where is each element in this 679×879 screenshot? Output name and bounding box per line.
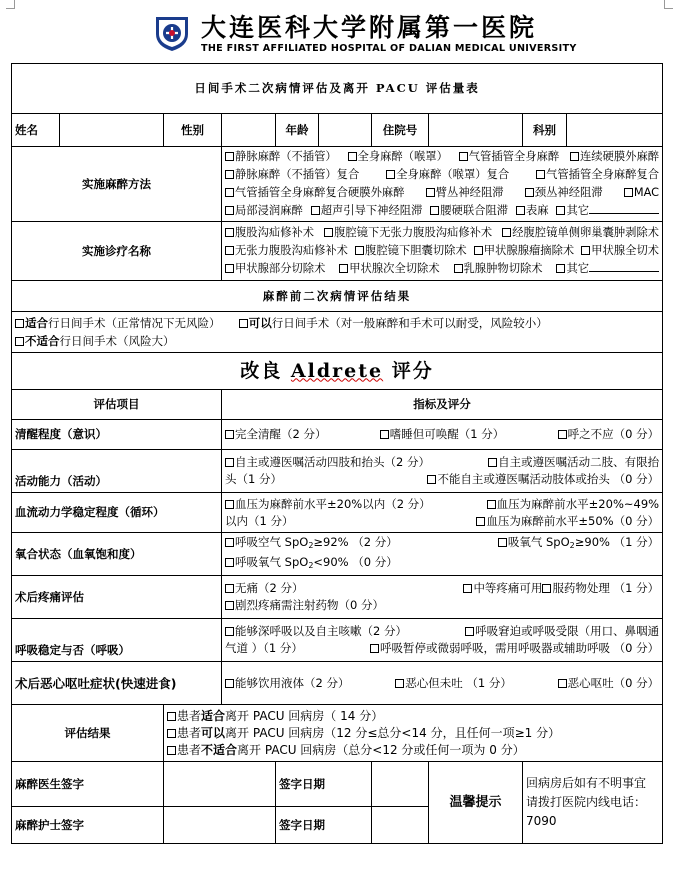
doctor-date-label: 签字日期 — [276, 762, 372, 807]
option-subtotal-thyroidectomy[interactable]: 甲状腺次全切除术 — [339, 260, 439, 278]
checkbox[interactable] — [454, 264, 463, 273]
checkbox[interactable] — [15, 337, 24, 346]
row-options-consciousness — [222, 420, 663, 450]
option-brachial-block[interactable]: 臂丛神经阻滞 — [426, 184, 504, 202]
department-label: 科别 — [523, 114, 567, 147]
option-iv-anesthesia[interactable]: 静脉麻醉（不插管） — [225, 148, 337, 166]
row-options-oxygenation — [222, 533, 663, 576]
score-option[interactable]: 血压为麻醉前水平±50%（0 分） — [476, 513, 659, 530]
option-lma-general[interactable]: 全身麻醉（喉罩） — [348, 148, 448, 166]
checkbox[interactable] — [225, 170, 234, 179]
option-tension-free-hernia[interactable]: 无张力腹股沟疝修补术 — [225, 242, 348, 260]
score-option-continued: 头（1 分） — [225, 472, 282, 486]
option-breast-mass[interactable]: 乳腺肿物切除术 — [454, 260, 543, 278]
row-label-circulation: 血流动力学稳定程度（循环） — [12, 493, 222, 533]
gender-field[interactable] — [222, 114, 276, 147]
option-mac[interactable]: MAC — [624, 184, 659, 202]
procedure-name-options — [222, 222, 663, 281]
score-option[interactable]: 呼之不应（0 分） — [558, 426, 659, 443]
checkbox[interactable] — [348, 152, 357, 161]
checkbox[interactable] — [426, 188, 435, 197]
checkbox[interactable] — [225, 538, 234, 547]
checkbox[interactable] — [558, 679, 567, 688]
score-option[interactable]: 吸氧气 SpO2≥90% （1 分） — [498, 534, 659, 554]
option-thyroid-adenoma[interactable]: 甲状腺腺瘤摘除术 — [474, 242, 574, 260]
result-option-acceptable[interactable]: 患者可以离开 PACU 回病房（12 分≤总分<14 分，且任何一项≥1 分） — [167, 725, 659, 742]
checkbox[interactable] — [474, 246, 483, 255]
score-option[interactable]: 剧烈疼痛需注射药物（0 分） — [225, 597, 384, 614]
score-option[interactable]: 恶心但未吐 （1 分） — [395, 675, 512, 692]
checkbox[interactable] — [395, 679, 404, 688]
score-option[interactable]: 血压为麻醉前水平±20%以内（2 分） — [225, 496, 431, 513]
checkbox[interactable] — [225, 500, 234, 509]
pre-eval-option-acceptable[interactable]: 可以行日间手术（对一般麻醉和手术可以耐受，风险较小） — [239, 316, 548, 330]
hospital-logo — [150, 14, 194, 52]
hospital-name-cn: 大连医科大学附属第一医院 — [201, 13, 538, 42]
checkbox[interactable] — [536, 170, 545, 179]
row-label-activity: 活动能力（活动） — [12, 450, 222, 493]
score-option[interactable]: 中等疼痛可用 服药物处理 （1 分） — [463, 580, 659, 597]
col-header-item: 评估项目 — [12, 390, 222, 420]
checkbox[interactable] — [465, 627, 474, 636]
checkbox[interactable] — [225, 627, 234, 636]
checkbox[interactable] — [225, 228, 234, 237]
result-option-unsuitable[interactable]: 患者不适合离开 PACU 回病房（总分<12 分或任何一项为 0 分） — [167, 742, 659, 759]
patient-name-field[interactable] — [60, 114, 164, 147]
checkbox[interactable] — [556, 206, 565, 215]
score-option[interactable]: 不能自主或遵医嘱活动肢体或抬头 （0 分） — [427, 471, 659, 488]
score-option-continued: 以内（1 分） — [225, 513, 294, 528]
checkbox[interactable] — [225, 264, 234, 273]
checkbox[interactable] — [225, 206, 234, 215]
age-label: 年龄 — [276, 114, 319, 147]
doctor-date-field[interactable] — [372, 762, 429, 807]
hospital-name-en: THE FIRST AFFILIATED HOSPITAL OF DALIAN MEDICAL UNIVERSITY — [201, 43, 577, 54]
checkbox[interactable] — [225, 679, 234, 688]
option-other-anesthesia[interactable]: 其它 — [556, 202, 659, 220]
score-option[interactable]: 恶心呕吐（0 分） — [558, 675, 659, 692]
row-options-circulation — [222, 493, 663, 533]
row-options-breathing — [222, 619, 663, 662]
pre-eval-options — [12, 312, 663, 353]
option-ultrasound-block[interactable]: 超声引导下神经阻滞 — [311, 202, 423, 220]
checkbox[interactable] — [380, 430, 389, 439]
row-label-nausea: 术后恶心呕吐症状(快速进食) — [12, 662, 222, 705]
score-option[interactable]: 自主或遵医嘱活动二肢、有限抬 — [488, 454, 659, 471]
option-partial-thyroidectomy[interactable]: 甲状腺部分切除术 — [225, 260, 325, 278]
score-option[interactable]: 能够饮用液体（2 分） — [225, 675, 349, 692]
checkbox[interactable] — [581, 246, 590, 255]
corner-mark-top-left — [6, 0, 15, 9]
checkbox[interactable] — [542, 584, 551, 593]
checkbox[interactable] — [556, 264, 565, 273]
checkbox[interactable] — [355, 246, 364, 255]
checkbox[interactable] — [386, 170, 395, 179]
score-option[interactable]: 血压为麻醉前水平±20%~49% — [487, 496, 659, 513]
score-option[interactable]: 呼吸暂停或微弱呼吸，需用呼吸器或辅助呼吸 （0 分） — [370, 640, 659, 657]
hospital-id-field[interactable] — [429, 114, 523, 147]
row-label-pain: 术后疼痛评估 — [12, 576, 222, 619]
other-blank[interactable] — [589, 271, 659, 272]
option-intubation-epidural[interactable]: 气管插管全身麻醉复合硬膜外麻醉 — [225, 184, 404, 202]
score-option[interactable]: 无痛（2 分） — [225, 580, 303, 597]
nurse-signature-field[interactable] — [164, 807, 276, 844]
anesthesia-method-options — [222, 147, 663, 222]
score-option[interactable]: 完全清醒（2 分） — [225, 426, 326, 443]
option-topical[interactable]: 表麻 — [516, 202, 549, 220]
tip-text: 回病房后如有不明事宜请拨打医院内线电话：7090 — [523, 762, 663, 844]
option-cse[interactable]: 腰硬联合阻滞 — [430, 202, 508, 220]
checkbox[interactable] — [516, 206, 525, 215]
hospital-id-label: 住院号 — [372, 114, 429, 147]
checkbox[interactable] — [225, 152, 234, 161]
checkbox[interactable] — [167, 712, 176, 721]
checkbox[interactable] — [225, 246, 234, 255]
corner-mark-top-right — [664, 0, 673, 9]
checkbox[interactable] — [487, 500, 496, 509]
row-options-nausea — [222, 662, 663, 705]
option-intubation-general[interactable]: 气管插管全身麻醉 — [459, 148, 559, 166]
score-option[interactable]: 嗜睡但可唤醒（1 分） — [380, 426, 504, 443]
score-option-continued: 气道 ）（1 分） — [225, 641, 303, 655]
checkbox[interactable] — [370, 644, 379, 653]
option-total-thyroidectomy[interactable]: 甲状腺全切术 — [581, 242, 659, 260]
checkbox[interactable] — [167, 746, 176, 755]
row-options-pain — [222, 576, 663, 619]
checkbox[interactable] — [225, 188, 234, 197]
pre-eval-title: 麻醉前二次病情评估结果 — [12, 281, 663, 312]
patient-name-label: 姓名 — [12, 114, 60, 147]
department-field[interactable] — [567, 114, 663, 147]
checkbox[interactable] — [525, 188, 534, 197]
checkbox[interactable] — [558, 430, 567, 439]
checkbox[interactable] — [502, 228, 511, 237]
checkbox[interactable] — [463, 584, 472, 593]
checkbox[interactable] — [225, 458, 234, 467]
checkbox[interactable] — [459, 152, 468, 161]
option-local-infiltration[interactable]: 局部浸润麻醉 — [225, 202, 303, 220]
row-label-breathing: 呼吸稳定与否（呼吸） — [12, 619, 222, 662]
checkbox[interactable] — [15, 319, 24, 328]
checkbox[interactable] — [225, 430, 234, 439]
option-hernia-repair[interactable]: 腹股沟疝修补术 — [225, 224, 314, 242]
option-epidural[interactable]: 连续硬膜外麻醉 — [570, 148, 659, 166]
checkbox[interactable] — [239, 319, 248, 328]
pre-eval-option-unsuitable[interactable]: 不适合行日间手术（风险大） — [15, 334, 175, 348]
aldrete-title: 改良 Aldrete 评分 — [12, 353, 663, 390]
nurse-date-label: 签字日期 — [276, 807, 372, 844]
option-lap-cholecystectomy[interactable]: 腹腔镜下胆囊切除术 — [355, 242, 467, 260]
pre-eval-option-suitable[interactable]: 适合行日间手术（正常情况下无风险） — [15, 316, 221, 330]
checkbox[interactable] — [430, 206, 439, 215]
row-label-consciousness: 清醒程度（意识） — [12, 420, 222, 450]
score-option[interactable]: 自主或遵医嘱活动四肢和抬头（2 分） — [225, 454, 430, 471]
checkbox[interactable] — [488, 458, 497, 467]
other-blank[interactable] — [589, 213, 659, 214]
checkbox[interactable] — [427, 475, 436, 484]
doctor-signature-label: 麻醉医生签字 — [12, 762, 164, 807]
checkbox[interactable] — [225, 558, 234, 567]
procedure-name-label: 实施诊疗名称 — [12, 222, 222, 281]
row-label-oxygenation: 氧合状态（血氧饱和度） — [12, 533, 222, 576]
option-cervical-block[interactable]: 颈丛神经阻滞 — [525, 184, 603, 202]
anesthesia-method-label: 实施麻醉方法 — [12, 147, 222, 222]
result-options — [164, 705, 663, 762]
option-intubation-combined[interactable]: 气管插管全身麻醉复合 — [536, 166, 659, 184]
gender-label: 性别 — [164, 114, 222, 147]
option-lap-hernia-repair[interactable]: 腹腔镜下无张力腹股沟疝修补术 — [324, 224, 492, 242]
checkbox[interactable] — [498, 538, 507, 547]
checkbox[interactable] — [476, 517, 485, 526]
checkbox[interactable] — [570, 152, 579, 161]
checkbox[interactable] — [324, 228, 333, 237]
score-option[interactable]: 呼吸空气 SpO2≥92% （2 分） — [225, 534, 398, 554]
option-iv-combined[interactable]: 静脉麻醉（不插管）复合 — [225, 166, 359, 184]
tip-label: 温馨提示 — [429, 762, 523, 844]
checkbox[interactable] — [167, 729, 176, 738]
form-title: 日间手术二次病情评估及离开 PACU 评估量表 — [12, 64, 663, 114]
col-header-score: 指标及评分 — [222, 390, 663, 420]
assessment-form — [11, 63, 663, 844]
doctor-signature-field[interactable] — [164, 762, 276, 807]
checkbox[interactable] — [225, 601, 234, 610]
score-option[interactable]: 呼吸氧气 SpO2<90% （0 分） — [225, 554, 398, 574]
result-option-suitable[interactable]: 患者适合离开 PACU 回病房（ 14 分） — [167, 708, 659, 725]
checkbox[interactable] — [225, 584, 234, 593]
checkbox[interactable] — [339, 264, 348, 273]
option-other-procedure[interactable]: 其它 — [556, 260, 659, 278]
option-ovarian-cyst[interactable]: 经腹腔镜单侧卵巢囊肿剥除术 — [502, 224, 659, 242]
score-option[interactable]: 能够深呼吸以及自主咳嗽（2 分） — [225, 623, 407, 640]
row-options-activity — [222, 450, 663, 493]
result-label: 评估结果 — [12, 705, 164, 762]
score-option[interactable]: 呼吸窘迫或呼吸受限（用口、鼻咽通 — [465, 623, 659, 640]
option-lma-combined[interactable]: 全身麻醉（喉罩）复合 — [386, 166, 509, 184]
nurse-signature-label: 麻醉护士签字 — [12, 807, 164, 844]
nurse-date-field[interactable] — [372, 807, 429, 844]
age-field[interactable] — [319, 114, 372, 147]
checkbox[interactable] — [624, 188, 633, 197]
checkbox[interactable] — [311, 206, 320, 215]
